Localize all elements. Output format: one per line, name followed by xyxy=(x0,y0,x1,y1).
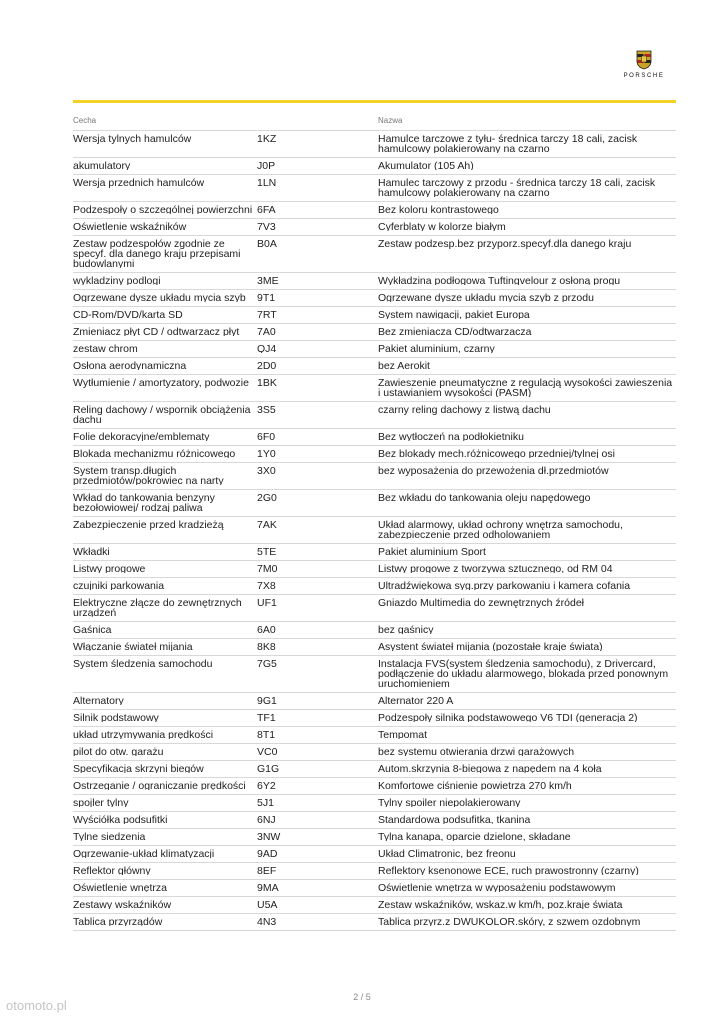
cell-name: Alternator 220 A xyxy=(378,696,454,705)
cell-code: 7X8 xyxy=(257,581,276,590)
cell-name: Pakiet aluminium Sport xyxy=(378,547,486,556)
cell-code: 8T1 xyxy=(257,730,276,739)
table-row xyxy=(73,307,676,324)
cell-name: Ultradźwiękowa syg.przy parkowaniu i kamera cofania xyxy=(378,581,631,590)
table-body xyxy=(73,131,676,931)
cell-feature: Reling dachowy / wspornik obciążenia dachu xyxy=(73,405,251,424)
table-row xyxy=(73,778,676,795)
table-row xyxy=(73,429,676,446)
cell-feature: pilot do otw. garażu xyxy=(73,747,164,756)
table-row xyxy=(73,202,676,219)
cell-name: System nawigacji, pakiet Europa xyxy=(378,310,530,319)
table-row xyxy=(73,656,676,693)
cell-code: 2G0 xyxy=(257,493,277,504)
cell-feature: System transp.długich przedmiotów/pokrowiec na narty xyxy=(73,466,224,485)
cell-name: bez wyposażenia do przewożenia dł.przedmiotów xyxy=(378,466,609,477)
cell-feature: Wkład do tankowania benzyny bezołowiowej/ rodzaj paliwa xyxy=(73,493,215,512)
cell-feature: Oświetlenie wskaźników xyxy=(73,222,187,231)
cell-name: Bez wytłoczeń na podłokietniku xyxy=(378,432,524,441)
table-row xyxy=(73,402,676,429)
cell-feature: Podzespoły o szczególnej powierzchni xyxy=(73,205,253,214)
cell-code: 6Y2 xyxy=(257,781,276,790)
cell-feature: Zmieniacz płyt CD / odtwarzacz płyt xyxy=(73,327,240,336)
cell-code: UF1 xyxy=(257,598,277,609)
porsche-crest-icon xyxy=(636,50,652,70)
cell-code: G1G xyxy=(257,764,280,773)
cell-feature: Tablica przyrządów xyxy=(73,917,163,926)
table-row xyxy=(73,324,676,341)
cell-feature: Alternatory xyxy=(73,696,124,705)
cell-code: 8K8 xyxy=(257,642,276,651)
cell-feature: Wkładki xyxy=(73,547,110,556)
cell-code: B0A xyxy=(257,239,277,250)
table-row xyxy=(73,744,676,761)
table-row xyxy=(73,595,676,622)
cell-feature: Blokada mechanizmu różnicowego xyxy=(73,449,236,458)
table-row xyxy=(73,561,676,578)
watermark: otomoto.pl xyxy=(6,998,67,1013)
cell-feature: CD-Rom/DVD/karta SD xyxy=(73,310,183,319)
cell-feature: Gaśnica xyxy=(73,625,112,634)
cell-name: Listwy progowe z tworzywa sztucznego, od RM 04 xyxy=(378,564,613,573)
cell-name: Standardowa podsufitka, tkanina xyxy=(378,815,531,824)
cell-code: 9MA xyxy=(257,883,279,892)
cell-code: 1BK xyxy=(257,378,277,389)
cell-name: Podzespoły silnika podstawowego V6 TDI (generacja 2) xyxy=(378,713,638,722)
cell-code: 5TE xyxy=(257,547,277,556)
table-row xyxy=(73,375,676,402)
table-row xyxy=(73,693,676,710)
table-row xyxy=(73,727,676,744)
cell-code: 6A0 xyxy=(257,625,276,634)
cell-feature: Ostrzeganie / ograniczanie prędkości xyxy=(73,781,246,790)
cell-code: 6FA xyxy=(257,205,276,214)
cell-feature: Wytłumienie / amortyzatory, podwozie xyxy=(73,378,249,389)
cell-code: 6F0 xyxy=(257,432,276,441)
cell-feature: wykladziny podlogi xyxy=(73,276,161,285)
cell-name: Bez koloru kontrastowego xyxy=(378,205,499,214)
cell-name: Tylny spoiler niepolakierowany xyxy=(378,798,521,807)
cell-code: 9AD xyxy=(257,849,278,858)
cell-name: Układ alarmowy, układ ochrony wnętrza samochodu, zabezpieczenie przed odholowaniem xyxy=(378,520,623,539)
cell-name: Akumulator (105 Ah) xyxy=(378,161,474,170)
cell-feature: zestaw chrom xyxy=(73,344,138,353)
table-row xyxy=(73,846,676,863)
cell-code: 8EF xyxy=(257,866,277,875)
cell-feature: Tylne siedzenia xyxy=(73,832,146,841)
table-row xyxy=(73,341,676,358)
cell-name: Gniazdo Multimedia do zewnętrznych źródeł xyxy=(378,598,585,609)
table-row xyxy=(73,880,676,897)
table-row xyxy=(73,175,676,202)
table-row xyxy=(73,544,676,561)
cell-feature: Folie dekoracyjne/emblematy xyxy=(73,432,210,441)
cell-code: 7A0 xyxy=(257,327,276,336)
cell-feature: Specyfikacja skrzyni biegów xyxy=(73,764,204,773)
cell-code: 9G1 xyxy=(257,696,277,705)
cell-feature: Włączanie świateł mijania xyxy=(73,642,193,651)
table-row xyxy=(73,358,676,375)
cell-name: bez gaśnicy xyxy=(378,625,434,634)
cell-code: J0P xyxy=(257,161,276,170)
cell-code: QJ4 xyxy=(257,344,277,353)
cell-name: Pakiet aluminium, czarny xyxy=(378,344,495,353)
cell-name: bez systemu otwierania drzwi garażowych xyxy=(378,747,575,756)
cell-name: Asystent świateł mijania (pozostałe kraje świata) xyxy=(378,642,603,651)
cell-name: Komfortowe ciśnienie powietrza 270 km/h xyxy=(378,781,572,790)
cell-name: Wykładzina podłogowa Tuftingvelour z osłoną progu xyxy=(378,276,621,285)
header-name: Nazwa xyxy=(378,116,403,125)
cell-name: Hamulce tarczowe z tyłu- średnica tarczy 18 cali, zacisk hamulcowy polakierowany na czarno xyxy=(378,134,638,153)
table-row xyxy=(73,639,676,656)
options-table xyxy=(73,116,676,931)
cell-name: Bez zmieniacza CD/odtwarzacza xyxy=(378,327,532,336)
cell-code: 2D0 xyxy=(257,361,277,370)
cell-code: 3X0 xyxy=(257,466,276,477)
table-row xyxy=(73,219,676,236)
cell-feature: Osłona aerodynamiczna xyxy=(73,361,187,370)
cell-feature: czujniki parkowania xyxy=(73,581,165,590)
cell-name: Instalacja FVS(system śledzenia samochodu), z Drivercard, podłączenie do układu alarmowego, blokada przed ponownym uruchomieniem xyxy=(378,659,669,688)
cell-code: VC0 xyxy=(257,747,278,756)
cell-name: Bez blokady mech.różnicowego przedniej/tylnej osi xyxy=(378,449,615,458)
header-accent-rule xyxy=(73,100,676,103)
table-row xyxy=(73,863,676,880)
cell-name: Cyferblaty w kolorze białym xyxy=(378,222,506,231)
cell-code: 3NW xyxy=(257,832,281,841)
cell-code: 7V3 xyxy=(257,222,276,231)
cell-feature: układ utrzymywania prędkości xyxy=(73,730,214,739)
table-row xyxy=(73,517,676,544)
table-row xyxy=(73,236,676,273)
table-row xyxy=(73,795,676,812)
table-row xyxy=(73,463,676,490)
cell-code: 3ME xyxy=(257,276,279,285)
cell-feature: Zestawy wskaźników xyxy=(73,900,172,909)
cell-code: 1KZ xyxy=(257,134,277,145)
cell-feature: akumulatory xyxy=(73,161,131,170)
cell-name: Tempomat xyxy=(378,730,428,739)
cell-feature: Ogrzewanie-układ klimatyzacji xyxy=(73,849,215,858)
porsche-logo xyxy=(612,50,676,84)
cell-feature: Oświetlenie wnętrza xyxy=(73,883,167,892)
table-row xyxy=(73,710,676,727)
cell-name: Autom.skrzynia 8-biegowa z napędem na 4 koła xyxy=(378,764,602,773)
cell-code: TF1 xyxy=(257,713,276,722)
cell-feature: Wersja przednich hamulców xyxy=(73,178,205,189)
table-row xyxy=(73,131,676,158)
table-row xyxy=(73,578,676,595)
cell-code: 7AK xyxy=(257,520,277,531)
cell-feature: Zestaw podzespołów zgodnie ze specyf. dla danego kraju przepisami budowlanymi xyxy=(73,239,241,268)
table-row xyxy=(73,158,676,175)
page-number: 2 / 5 xyxy=(353,992,371,1002)
cell-feature: Wersja tylnych hamulców xyxy=(73,134,192,145)
cell-name: Zestaw podzesp.bez przyporz.specyf.dla danego kraju xyxy=(378,239,632,250)
cell-feature: Silnik podstawowy xyxy=(73,713,159,722)
cell-feature: Listwy progowe xyxy=(73,564,146,573)
header-feature: Cecha xyxy=(73,116,97,125)
cell-feature: Elektryczne złącze do zewnętrznych urządzeń xyxy=(73,598,242,617)
cell-code: 7RT xyxy=(257,310,277,319)
cell-code: 1Y0 xyxy=(257,449,276,458)
cell-name: Bez wkładu do tankowania oleju napędowego xyxy=(378,493,591,504)
cell-name: bez Aerokit xyxy=(378,361,430,370)
cell-feature: spojler tylny xyxy=(73,798,129,807)
cell-feature: Zabezpieczenie przed kradzieżą xyxy=(73,520,224,531)
cell-name: Reflektory ksenonowe ECE, ruch prawostronny (czarny) xyxy=(378,866,639,875)
cell-name: Zestaw wskaźników, wskaz.w km/h, poz.kraje świata xyxy=(378,900,623,909)
cell-code: 3S5 xyxy=(257,405,276,416)
header-code xyxy=(257,116,378,130)
cell-name: Oświetlenie wnętrza w wyposażeniu podstawowym xyxy=(378,883,616,892)
table-row xyxy=(73,829,676,846)
cell-name: Ogrzewane dysze układu mycia szyb z przodu xyxy=(378,293,594,302)
cell-code: 9T1 xyxy=(257,293,276,302)
cell-name: Tablica przyrz.z DWUKOLOR.skóry, z szwem ozdobnym xyxy=(378,917,641,926)
cell-code: U5A xyxy=(257,900,278,909)
cell-name: czarny reling dachowy z listwą dachu xyxy=(378,405,551,416)
cell-code: 7G5 xyxy=(257,659,277,670)
cell-feature: Wyściółka podsufitki xyxy=(73,815,168,824)
cell-feature: System śledzenia samochodu xyxy=(73,659,213,670)
cell-code: 1LN xyxy=(257,178,277,189)
cell-feature: Ogrzewane dysze układu mycia szyb xyxy=(73,293,246,302)
table-row xyxy=(73,812,676,829)
table-row xyxy=(73,897,676,914)
table-row xyxy=(73,622,676,639)
cell-code: 6NJ xyxy=(257,815,276,824)
table-row xyxy=(73,914,676,931)
cell-name: Tylna kanapa, oparcie dzielone, składane xyxy=(378,832,571,841)
cell-code: 5J1 xyxy=(257,798,274,807)
cell-feature: Reflektor główny xyxy=(73,866,151,875)
table-header xyxy=(73,116,676,131)
table-row xyxy=(73,490,676,517)
table-row xyxy=(73,761,676,778)
cell-code: 4N3 xyxy=(257,917,277,926)
table-row xyxy=(73,290,676,307)
table-row xyxy=(73,446,676,463)
table-row xyxy=(73,273,676,290)
cell-code: 7M0 xyxy=(257,564,278,573)
cell-name: Układ Climatronic, bez freonu xyxy=(378,849,516,858)
cell-name: Zawieszenie pneumatyczne z regulacją wysokości zawieszenia i ustawianiem wysokości (PASM) xyxy=(378,378,673,397)
brand-name: PORSCHE xyxy=(623,73,665,79)
cell-name: Hamulec tarczowy z przodu - średnica tarczy 18 cali, zacisk hamulcowy polakierowany na czarno xyxy=(378,178,656,197)
